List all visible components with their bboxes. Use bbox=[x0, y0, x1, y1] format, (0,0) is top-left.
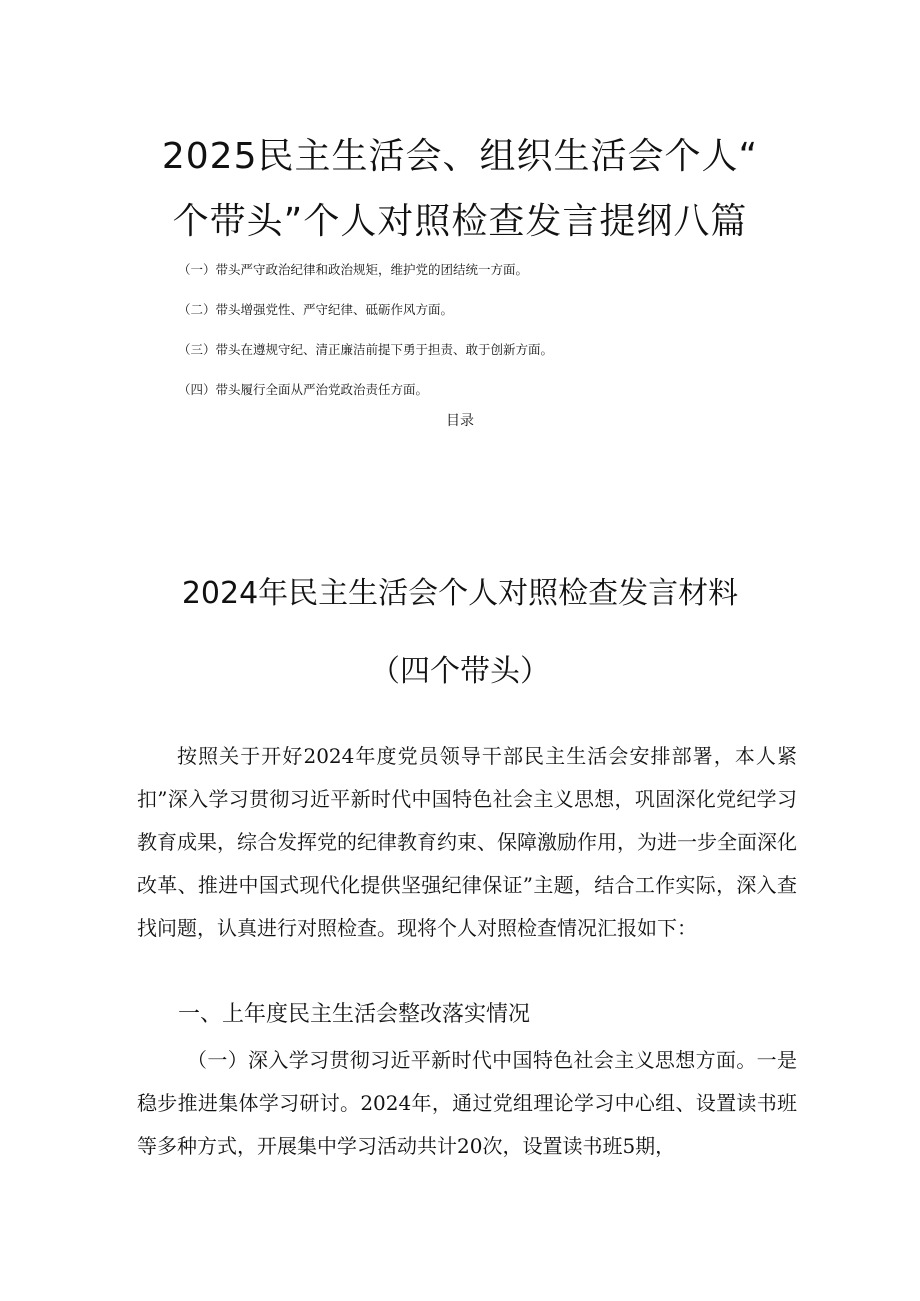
table-of-contents bbox=[178, 258, 553, 418]
second-title-line-2: （四个带头） bbox=[370, 654, 550, 689]
toc-item-1: （一）带头严守政治纪律和政治规矩，维护党的团结统一方面。 bbox=[178, 262, 529, 277]
document-title-line-1: 2025民主生活会、组织生活会个人“ bbox=[161, 136, 759, 177]
intro-paragraph: 按照关于开好2024年度党员领导干部民主生活会安排部署，本人紧扣”深入学习贯彻习近平新时代中国特色社会主义思想，巩固深化党纪学习教育成果，综合发挥党的纪律教育约束、保障激励作用，为进一步全面深化改革、推进中国式现代化提供坚强纪律保证”主题，结合工作实际，深入查找问题，认真进行对照检查。现将个人对照检查情况汇报如下： bbox=[137, 744, 797, 940]
toc-item-4: （四）带头履行全面从严治党政治责任方面。 bbox=[178, 382, 429, 397]
section-heading: 一、上年度民主生活会整改落实情况 bbox=[178, 1002, 531, 1027]
document-title-line-2: 个带头”个人对照检查发言提纲八篇 bbox=[172, 201, 748, 242]
toc-item-2: （二）带头增强党性、严守纪律、砥砺作风方面。 bbox=[178, 302, 454, 317]
second-title-line-1: 2024年民主生活会个人对照检查发言材料 bbox=[181, 576, 739, 611]
toc-label: 目录 bbox=[446, 413, 474, 429]
section-paragraph: （一）深入学习贯彻习近平新时代中国特色社会主义思想方面。一是稳步推进集体学习研讨。2024年，通过党组理论学习中心组、设置读书班等多种方式，开展集中学习活动共计20次，设置读书班5期， bbox=[137, 1048, 797, 1158]
toc-item-3: （三）带头在遵规守纪、清正廉洁前提下勇于担责、敢于创新方面。 bbox=[178, 342, 554, 357]
